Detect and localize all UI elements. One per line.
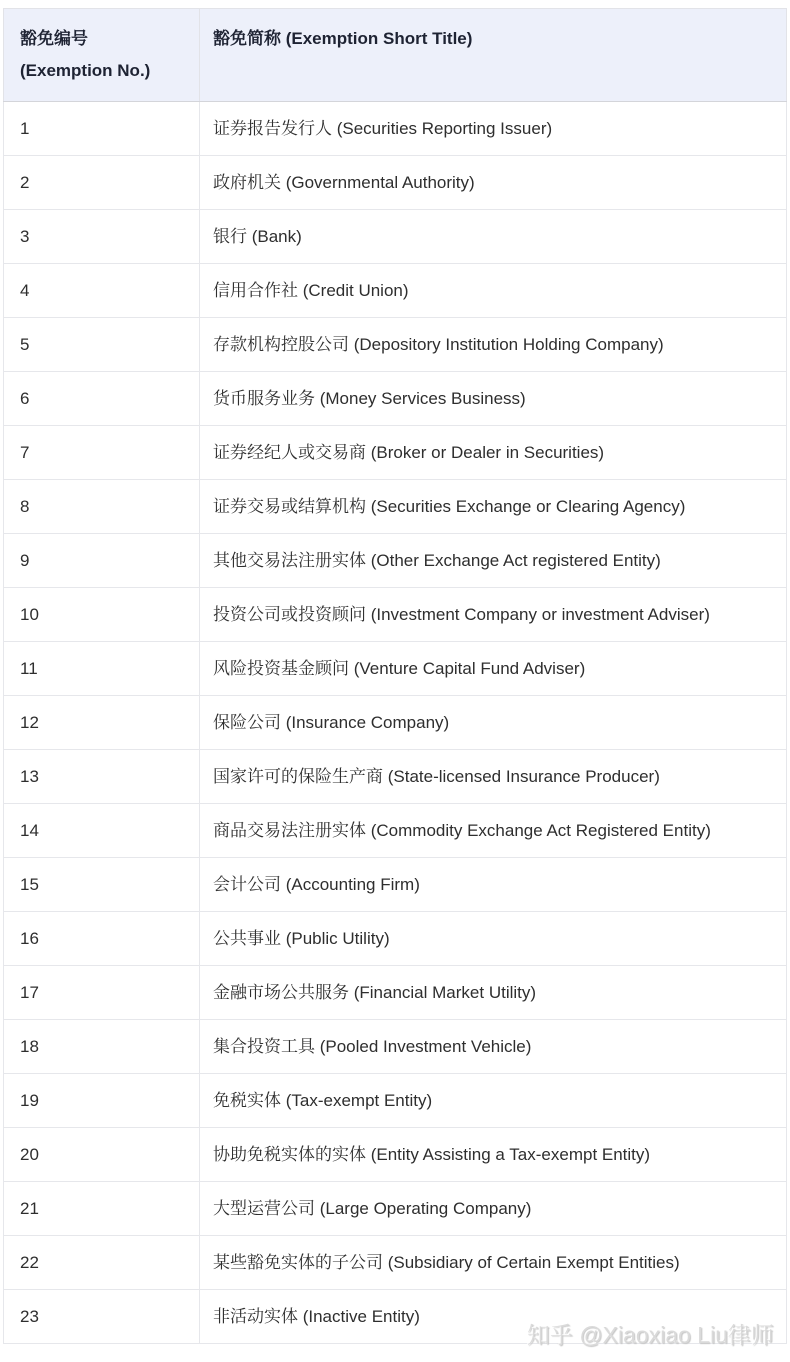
table-row bbox=[4, 858, 787, 912]
table-row bbox=[4, 102, 787, 156]
exemption-no-cell: 4 bbox=[4, 264, 200, 318]
exemption-title-cell: 投资公司或投资顾问 (Investment Company or investment Adviser) bbox=[200, 588, 787, 642]
exemption-title-cell: 集合投资工具 (Pooled Investment Vehicle) bbox=[200, 1020, 787, 1074]
exemption-no-cell: 3 bbox=[4, 210, 200, 264]
exemption-title-cell: 会计公司 (Accounting Firm) bbox=[200, 858, 787, 912]
exemption-no-cell: 13 bbox=[4, 750, 200, 804]
table-row bbox=[4, 318, 787, 372]
exemption-no-cell: 6 bbox=[4, 372, 200, 426]
exemption-no-cell: 2 bbox=[4, 156, 200, 210]
exemption-no-cell: 14 bbox=[4, 804, 200, 858]
table-row bbox=[4, 1020, 787, 1074]
exemption-no-cell: 15 bbox=[4, 858, 200, 912]
exemption-no-cell: 17 bbox=[4, 966, 200, 1020]
table-row bbox=[4, 534, 787, 588]
exemption-no-cell: 16 bbox=[4, 912, 200, 966]
exemption-title-cell: 货币服务业务 (Money Services Business) bbox=[200, 372, 787, 426]
table-row bbox=[4, 480, 787, 534]
exemption-title-cell: 商品交易法注册实体 (Commodity Exchange Act Registered Entity) bbox=[200, 804, 787, 858]
exemption-title-cell: 其他交易法注册实体 (Other Exchange Act registered Entity) bbox=[200, 534, 787, 588]
exemption-title-cell: 政府机关 (Governmental Authority) bbox=[200, 156, 787, 210]
exemption-title-cell: 存款机构控股公司 (Depository Institution Holding Company) bbox=[200, 318, 787, 372]
exemption-title-cell: 证券交易或结算机构 (Securities Exchange or Clearing Agency) bbox=[200, 480, 787, 534]
table-row bbox=[4, 642, 787, 696]
col-header-exemption-no: 豁免编号 (Exemption No.) bbox=[4, 9, 200, 102]
table-row bbox=[4, 804, 787, 858]
exemption-no-cell: 8 bbox=[4, 480, 200, 534]
table-row bbox=[4, 750, 787, 804]
exemption-title-cell: 大型运营公司 (Large Operating Company) bbox=[200, 1182, 787, 1236]
exemption-title-cell: 风险投资基金顾问 (Venture Capital Fund Adviser) bbox=[200, 642, 787, 696]
table-row bbox=[4, 696, 787, 750]
table-row bbox=[4, 912, 787, 966]
exemption-no-cell: 21 bbox=[4, 1182, 200, 1236]
exemption-title-cell: 金融市场公共服务 (Financial Market Utility) bbox=[200, 966, 787, 1020]
header-row bbox=[4, 9, 787, 102]
table-body bbox=[4, 102, 787, 1344]
exemption-no-cell: 7 bbox=[4, 426, 200, 480]
exemption-title-cell: 保险公司 (Insurance Company) bbox=[200, 696, 787, 750]
table-row bbox=[4, 264, 787, 318]
exemption-no-cell: 22 bbox=[4, 1236, 200, 1290]
exemption-title-cell: 非活动实体 (Inactive Entity) bbox=[200, 1290, 787, 1344]
table-row bbox=[4, 588, 787, 642]
table-header bbox=[4, 9, 787, 102]
exemption-no-cell: 19 bbox=[4, 1074, 200, 1128]
table-row bbox=[4, 372, 787, 426]
table-row bbox=[4, 1236, 787, 1290]
exemption-no-cell: 23 bbox=[4, 1290, 200, 1344]
table-row bbox=[4, 1182, 787, 1236]
table-row bbox=[4, 426, 787, 480]
table-row bbox=[4, 1074, 787, 1128]
exemption-title-cell: 国家许可的保险生产商 (State-licensed Insurance Producer) bbox=[200, 750, 787, 804]
exemption-title-cell: 公共事业 (Public Utility) bbox=[200, 912, 787, 966]
exemption-no-cell: 1 bbox=[4, 102, 200, 156]
table-row bbox=[4, 1128, 787, 1182]
exemption-no-cell: 11 bbox=[4, 642, 200, 696]
exemption-title-cell: 协助免税实体的实体 (Entity Assisting a Tax-exempt Entity) bbox=[200, 1128, 787, 1182]
exemption-no-cell: 12 bbox=[4, 696, 200, 750]
col-header-short-title: 豁免简称 (Exemption Short Title) bbox=[200, 9, 787, 102]
exemption-title-cell: 银行 (Bank) bbox=[200, 210, 787, 264]
exemption-table bbox=[3, 8, 787, 1344]
exemption-no-cell: 18 bbox=[4, 1020, 200, 1074]
table-row bbox=[4, 210, 787, 264]
table-row bbox=[4, 966, 787, 1020]
exemption-title-cell: 免税实体 (Tax-exempt Entity) bbox=[200, 1074, 787, 1128]
table-row bbox=[4, 156, 787, 210]
zhihu-watermark: 知乎 @Xiaoxiao Liu律师 bbox=[526, 1322, 774, 1348]
table-row bbox=[4, 1290, 787, 1344]
exemption-no-cell: 9 bbox=[4, 534, 200, 588]
exemption-title-cell: 信用合作社 (Credit Union) bbox=[200, 264, 787, 318]
exemption-title-cell: 证券报告发行人 (Securities Reporting Issuer) bbox=[200, 102, 787, 156]
exemption-title-cell: 证券经纪人或交易商 (Broker or Dealer in Securities) bbox=[200, 426, 787, 480]
exemption-no-cell: 5 bbox=[4, 318, 200, 372]
exemption-no-cell: 20 bbox=[4, 1128, 200, 1182]
exemption-title-cell: 某些豁免实体的子公司 (Subsidiary of Certain Exempt Entities) bbox=[200, 1236, 787, 1290]
exemption-no-cell: 10 bbox=[4, 588, 200, 642]
